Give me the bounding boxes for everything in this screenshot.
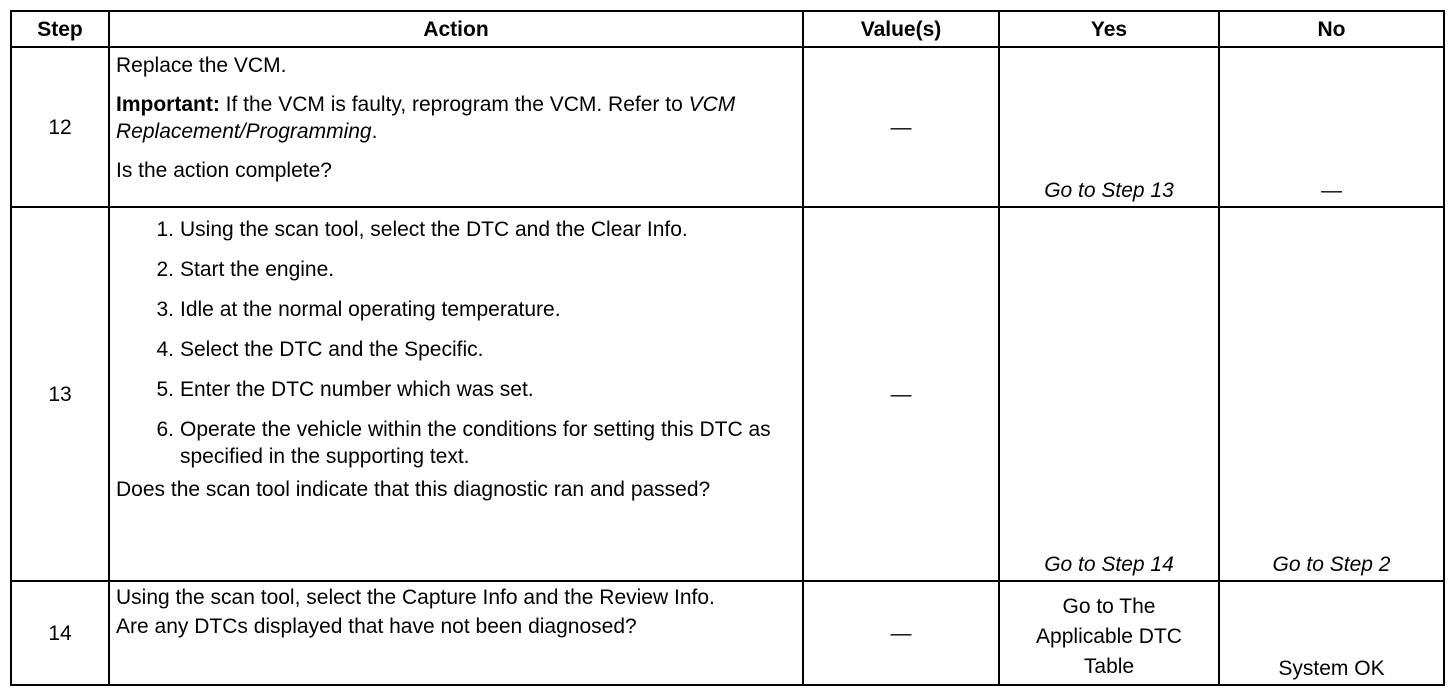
yes-cell — [999, 581, 1219, 685]
important-end: . — [371, 120, 378, 143]
header-values: Value(s) — [803, 11, 999, 47]
table-row-step-12 — [11, 47, 1444, 207]
header-yes: Yes — [999, 11, 1219, 47]
action-text: Using the scan tool, select the Capture Info and the Review Info. — [116, 586, 715, 609]
action-question: Does the scan tool indicate that this diagnostic ran and passed? — [116, 478, 711, 501]
action-question: Is the action complete? — [116, 159, 332, 182]
value-dash: — — [890, 382, 912, 406]
action-cell — [109, 207, 803, 581]
important-label: Important: — [116, 93, 220, 116]
list-item: 5. Enter the DTC number which was set. — [156, 378, 534, 401]
value-dash: — — [890, 115, 912, 139]
table-row-step-13 — [11, 207, 1444, 581]
action-question: Are any DTCs displayed that have not been diagnosed? — [116, 615, 637, 638]
step-number: 12 — [11, 47, 109, 207]
step-number: 14 — [11, 581, 109, 685]
important-text: If the VCM is faulty, reprogram the VCM. Refer to — [219, 93, 689, 116]
yes-cell: Go to Step 14 — [999, 207, 1219, 581]
value-dash: — — [890, 621, 912, 645]
important-note — [116, 91, 796, 145]
header-step: Step — [11, 11, 109, 47]
header-action: Action — [109, 11, 803, 47]
table-row-step-14 — [11, 581, 1444, 685]
numbered-steps — [116, 216, 796, 470]
yes-line: Applicable DTC — [1036, 625, 1182, 648]
yes-line: Go to The — [1062, 595, 1156, 618]
list-item: 1. Using the scan tool, select the DTC and the Clear Info. — [156, 218, 688, 241]
list-item: 3. Idle at the normal operating temperature. — [156, 298, 561, 321]
no-cell: System OK — [1219, 581, 1444, 685]
header-no: No — [1219, 11, 1444, 47]
value-cell — [803, 581, 999, 685]
list-item: 2. Start the engine. — [156, 258, 335, 281]
step-number: 13 — [11, 207, 109, 581]
important-ref: VCM Replacement/Programming — [116, 93, 736, 143]
action-text: Replace the VCM. — [116, 54, 287, 77]
yes-cell: Go to Step 13 — [999, 47, 1219, 207]
action-cell — [109, 581, 803, 685]
action-cell — [109, 47, 803, 207]
value-cell — [803, 207, 999, 581]
value-cell — [803, 47, 999, 207]
list-item: 4. Select the DTC and the Specific. — [156, 338, 484, 361]
no-cell: — — [1219, 47, 1444, 207]
no-cell: Go to Step 2 — [1219, 207, 1444, 581]
header-row — [11, 11, 1444, 47]
yes-line: Table — [1083, 655, 1135, 678]
list-item: 6. Operate the vehicle within the conditions for setting this DTC as specified in the supporting text. — [156, 418, 771, 468]
diagnostic-table — [10, 10, 1445, 686]
